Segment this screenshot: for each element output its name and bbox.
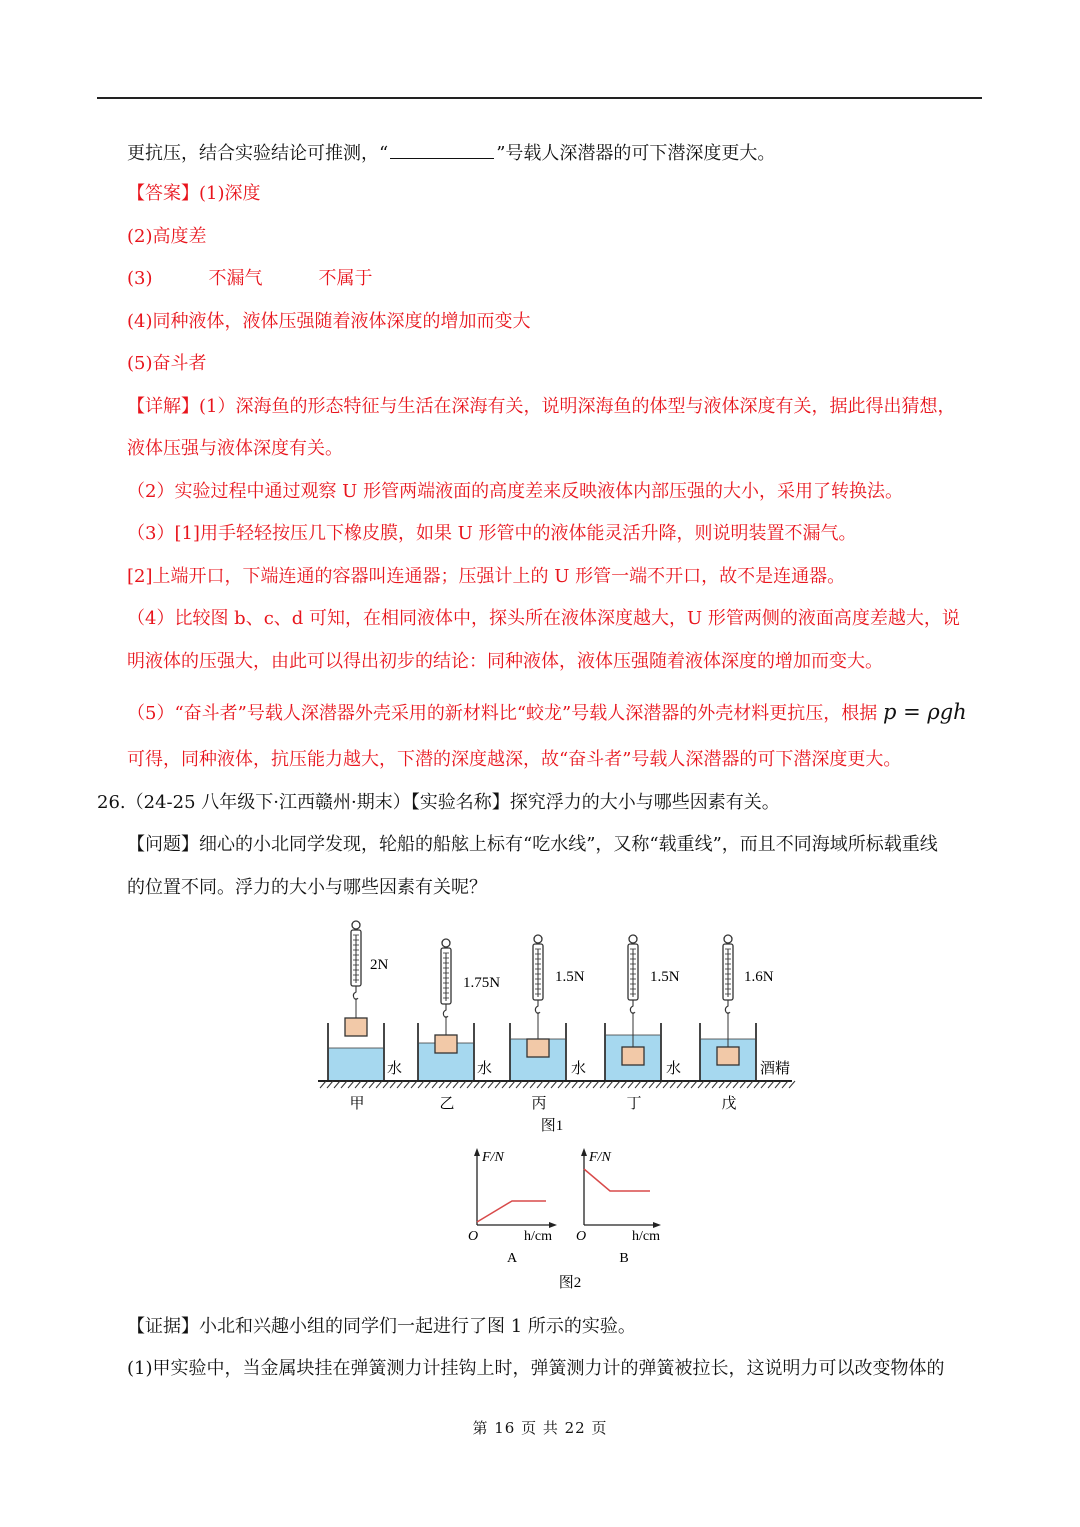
metal-block [527, 1039, 549, 1057]
graph-a-y-label: F/N [482, 1150, 504, 1165]
liquid-label: 水 [571, 1061, 587, 1077]
hook-ring-icon [629, 935, 637, 943]
question-problem-cont: 的位置不同。浮力的大小与哪些因素有关呢？ [127, 877, 487, 898]
answer-3-part-1: 不漏气 [208, 268, 263, 289]
explanation-p4-cont: 明液体的压强大，由此可以得出初步的结论：同种液体，液体压强随着液体深度的增加而变大。 [127, 651, 883, 672]
graph-b-label: B [619, 1251, 629, 1266]
graph-b-y-label: F/N [589, 1150, 611, 1165]
graph-a-label: A [506, 1251, 518, 1266]
explanation-p1-cont: 液体压强与液体深度有关。 [127, 438, 343, 459]
graph-a-curve [477, 1201, 546, 1222]
answer-1: (1)深度 [199, 183, 261, 204]
scale-reading: 1.5N [555, 969, 585, 985]
y-arrow-icon [581, 1148, 587, 1156]
prev-question-text-2: ”号载人深潜器的可下潜深度更大。 [496, 143, 776, 164]
hook-ring-icon [724, 935, 732, 943]
prev-question-text-1: 更抗压，结合实验结论可推测，“ [127, 143, 389, 164]
explanation-p3: （3）[1]用手轻轻按压几下橡皮膜，如果 U 形管中的液体能灵活升降，则说明装置不漏气。 [127, 523, 857, 544]
answer-blank [390, 140, 494, 159]
explanation-p4: （4）比较图 b、c、d 可知，在相同液体中，探头所在液体深度越大，U 形管两侧的液面高度差越大，说 [127, 608, 960, 629]
question-26-header [97, 791, 780, 815]
answer-3-part-2: 不属于 [318, 268, 373, 289]
metal-block [717, 1047, 739, 1065]
y-arrow-icon [474, 1148, 480, 1156]
graph-b-x-label: h/cm [632, 1229, 660, 1244]
setup-label: 甲 [349, 1096, 365, 1112]
setup-5 [700, 935, 790, 1112]
explanation-p1: (1）深海鱼的形态特征与生活在深海有关，说明深海鱼的体型与液体深度有关，据此得出猜想， [199, 396, 956, 417]
answer-5: (5)奋斗者 [127, 353, 207, 374]
pressure-formula: p = ρgh [883, 700, 967, 724]
figure-1-buoyancy-experiment [310, 915, 800, 1140]
setup-label: 乙 [439, 1096, 455, 1112]
answer-line-1 [127, 182, 261, 206]
scale-reading: 1.5N [650, 969, 680, 985]
question-evidence: 【证据】小北和兴趣小组的同学们一起进行了图 1 所示的实验。 [127, 1316, 636, 1337]
setup-2 [418, 939, 500, 1112]
liquid-label: 水 [666, 1061, 682, 1077]
explanation-label: 【详解】 [127, 396, 199, 417]
question-problem: 【问题】细心的小北同学发现，轮船的船舷上标有“吃水线”，又称“载重线”，而且不同海域所标载重线 [127, 834, 938, 855]
graph-b [576, 1148, 661, 1266]
scale-reading: 1.75N [463, 975, 501, 991]
setup-label: 丙 [531, 1096, 547, 1112]
explanation-p2: （2）实验过程中通过观察 U 形管两端液面的高度差来反映液体内部压强的大小，采用了转换法。 [127, 481, 904, 502]
explanation-p5 [127, 700, 967, 726]
x-arrow-icon [549, 1222, 557, 1228]
hook-ring-icon [442, 939, 450, 947]
prev-question-tail [127, 140, 775, 166]
metal-block [435, 1035, 457, 1053]
hook-ring-icon [534, 935, 542, 943]
question-number: 26. [97, 792, 126, 813]
question-title: （24-25 八年级下·江西赣州·期末）【实验名称】探究浮力的大小与哪些因素有关。 [125, 792, 780, 813]
graph-b-origin: O [576, 1229, 587, 1244]
liquid-label: 酒精 [760, 1061, 791, 1077]
answer-3-number: (3) [127, 268, 153, 289]
answer-3 [127, 267, 373, 291]
graph-a-x-label: h/cm [524, 1229, 552, 1244]
liquid-label: 水 [477, 1061, 493, 1077]
scale-reading: 1.6N [744, 969, 774, 985]
explanation-line-1 [127, 395, 955, 419]
metal-block [622, 1047, 644, 1065]
page-footer: 第 16 页 共 22 页 [472, 1419, 608, 1437]
setup-label: 戊 [721, 1096, 737, 1112]
liquid-fill [328, 1048, 384, 1081]
liquid-label: 水 [387, 1061, 403, 1077]
answer-label: 【答案】 [127, 183, 199, 204]
figure-2-force-depth-graphs [460, 1145, 680, 1295]
x-arrow-icon [653, 1222, 661, 1228]
setup-1 [328, 921, 402, 1112]
figure-2-caption: 图2 [558, 1275, 582, 1291]
hook-ring-icon [352, 921, 360, 929]
setup-label: 丁 [626, 1096, 642, 1112]
answer-4: (4)同种液体，液体压强随着液体深度的增加而变大 [127, 311, 531, 332]
header-rule [97, 97, 982, 99]
explanation-p5-text: （5）“奋斗者”号载人深潜器外壳采用的新材料比“蛟龙”号载人深潜器的外壳材料更抗压，根据 [127, 703, 878, 724]
graph-b-curve [584, 1169, 650, 1191]
question-part-1: (1)甲实验中，当金属块挂在弹簧测力计挂钩上时，弹簧测力计的弹簧被拉长，这说明力可以改变物体的 [127, 1358, 945, 1379]
scale-reading: 2N [370, 957, 389, 973]
graph-a [468, 1148, 557, 1266]
answer-2: (2)高度差 [127, 226, 207, 247]
figure-1-caption: 图1 [540, 1118, 564, 1134]
graph-a-origin: O [468, 1229, 479, 1244]
explanation-p3-cont: [2]上端开口，下端连通的容器叫连通器；压强计上的 U 形管一端不开口，故不是连通器。 [127, 566, 846, 587]
metal-block [345, 1018, 367, 1036]
explanation-p5-cont: 可得，同种液体，抗压能力越大，下潜的深度越深，故“奋斗者”号载人深潜器的可下潜深度更大。 [127, 749, 902, 770]
